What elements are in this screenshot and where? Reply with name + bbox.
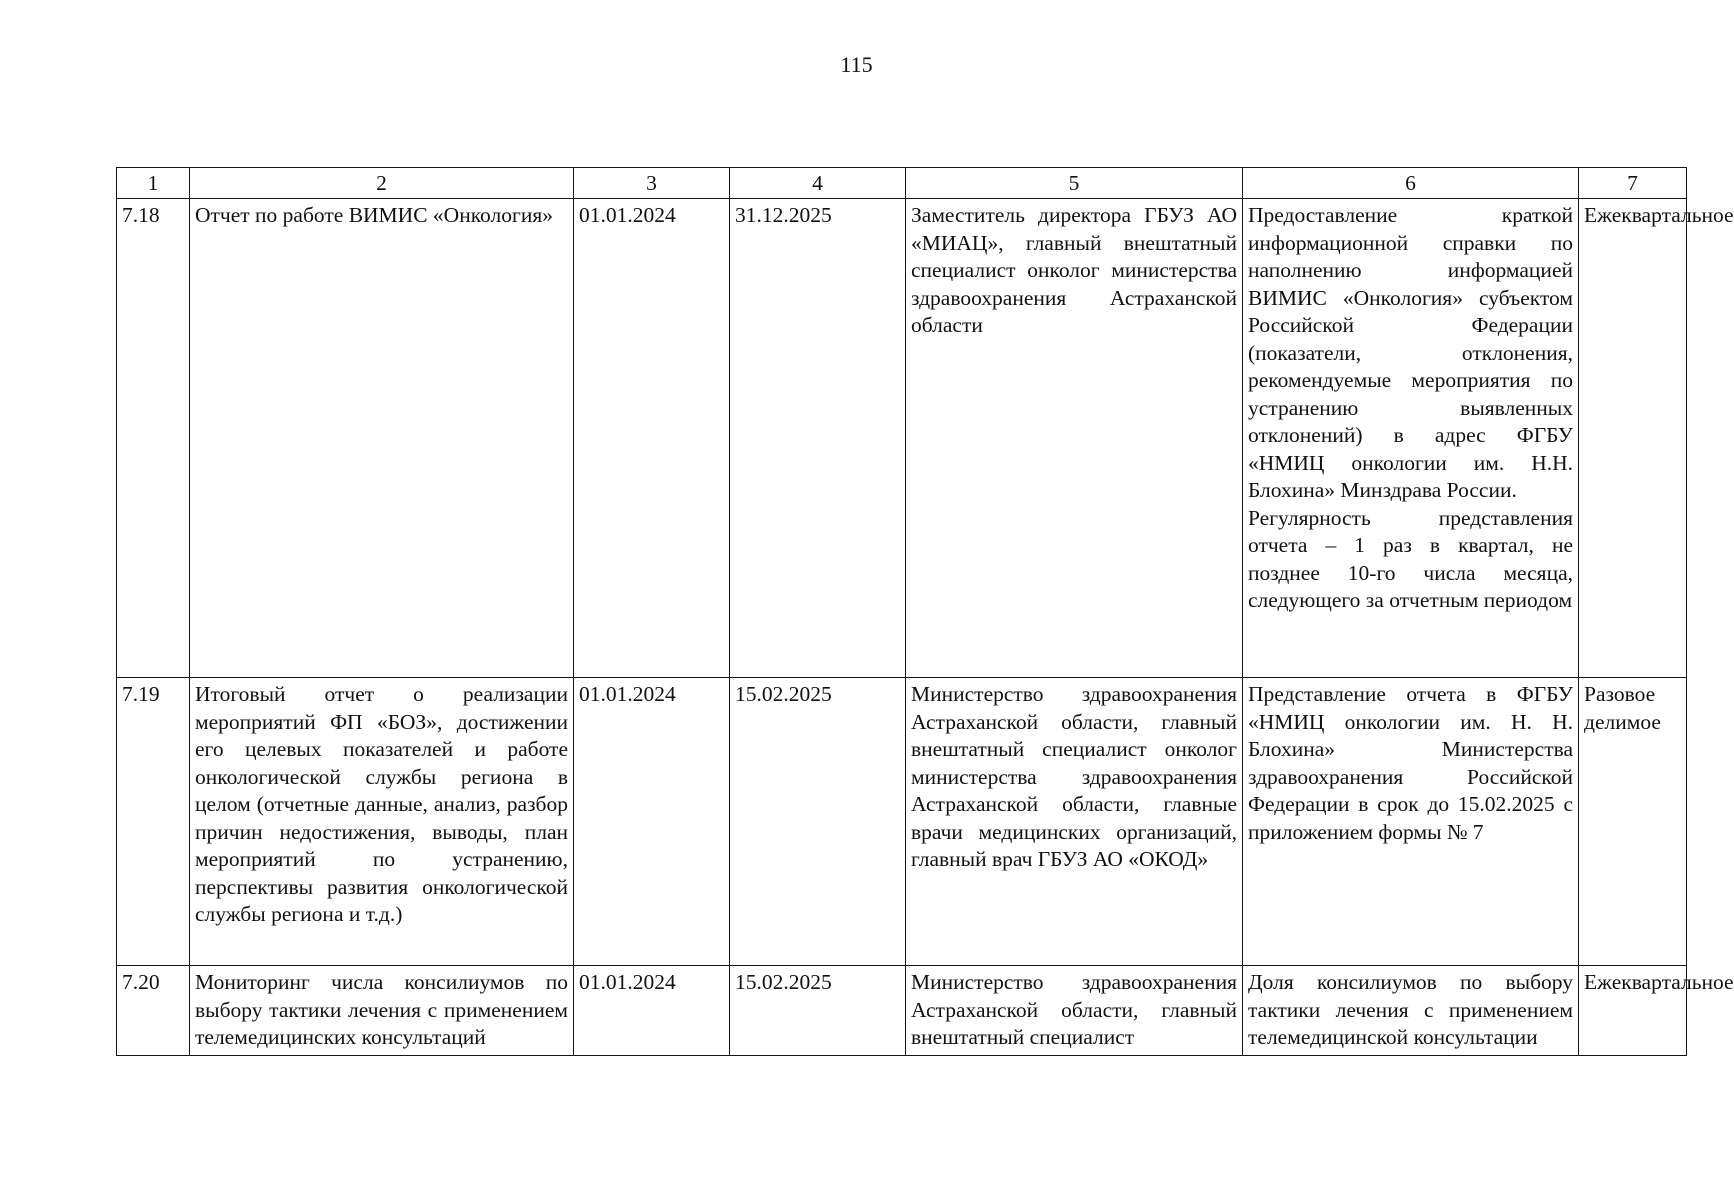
page-number: 115 <box>840 52 873 77</box>
responsible-cell: Заместитель директора ГБУЗ АО «МИАЦ», главный внештатный специалист онколог министерства здравоохранения Астраханской области <box>906 199 1243 678</box>
col-header-5: 5 <box>906 168 1243 199</box>
start-date-cell: 01.01.2024 <box>574 678 730 966</box>
col-header-1: 1 <box>117 168 190 199</box>
header-row <box>117 168 1687 199</box>
start-date-cell: 01.01.2024 <box>574 966 730 1056</box>
event-cell: Отчет по работе ВИМИС «Онкология» <box>190 199 574 678</box>
responsible-cell <box>906 966 1243 1056</box>
periodicity-cell: Разовое делимое <box>1579 678 1687 966</box>
row-number: 7.18 <box>117 199 190 678</box>
end-date-cell: 31.12.2025 <box>730 199 906 678</box>
end-date-cell: 15.02.2025 <box>730 678 906 966</box>
responsible-cell: Министерство здравоохранения Астраханской области, главный внештатный специалист онколог министерства здравоохранения Астраханской области, главные врачи медицинских организаций, главный врач ГБУЗ АО «ОКОД» <box>906 678 1243 966</box>
result-text: Предоставление краткой информационной справки по наполнению информацией ВИМИС «Онкология» субъектом Российской Федерации (показатели, отклонения, рекомендуемые мероприятия по устранению выявленных отклонений) в адрес ФГБУ «НМИЦ онкологии им. Н.Н. Блохина» Минздрава России. <box>1248 203 1573 502</box>
event-cell <box>190 966 574 1056</box>
result-text: Доля консилиумов по выбору тактики лечения с применением телемедицинской консультации <box>1248 970 1573 1049</box>
col-header-6: 6 <box>1243 168 1579 199</box>
table-row <box>117 678 1687 966</box>
plan-table <box>116 167 1734 1056</box>
event-text: Мониторинг числа консилиумов по выбору тактики лечения с применением телемедицинских консультаций <box>195 970 568 1049</box>
result-cell: Представление отчета в ФГБУ «НМИЦ онкологии им. Н. Н. Блохина» Министерства здравоохранения Российской Федерации в срок до 15.02.2025 с приложением формы № 7 <box>1243 678 1579 966</box>
result-cell <box>1243 199 1579 678</box>
start-date-cell: 01.01.2024 <box>574 199 730 678</box>
result-cell <box>1243 966 1579 1056</box>
col-header-3: 3 <box>574 168 730 199</box>
event-cell: Итоговый отчет о реализации мероприятий ФП «БОЗ», достижении его целевых показателей и работе онкологической службы региона в целом (отчетные данные, анализ, разбор причин недостижения, выводы, план мероприятий по устранению, перспективы развития онкологической службы региона и т.д.) <box>190 678 574 966</box>
col-header-7: 7 <box>1579 168 1687 199</box>
table-row <box>117 199 1687 678</box>
result-extra-text: Регулярность представления отчета – 1 раз в квартал, не позднее 10-го числа месяца, следующего за отчетным периодом <box>1248 505 1573 612</box>
periodicity-cell: Ежеквартальное <box>1579 199 1687 678</box>
row-number: 7.20 <box>117 966 190 1056</box>
row-number: 7.19 <box>117 678 190 966</box>
col-header-4: 4 <box>730 168 906 199</box>
end-date-cell: 15.02.2025 <box>730 966 906 1056</box>
col-header-2: 2 <box>190 168 574 199</box>
periodicity-cell: Ежеквартальное <box>1579 966 1687 1056</box>
table-row <box>117 966 1687 1056</box>
responsible-text: Министерство здравоохранения Астраханской области, главный внештатный специалист <box>911 970 1237 1049</box>
